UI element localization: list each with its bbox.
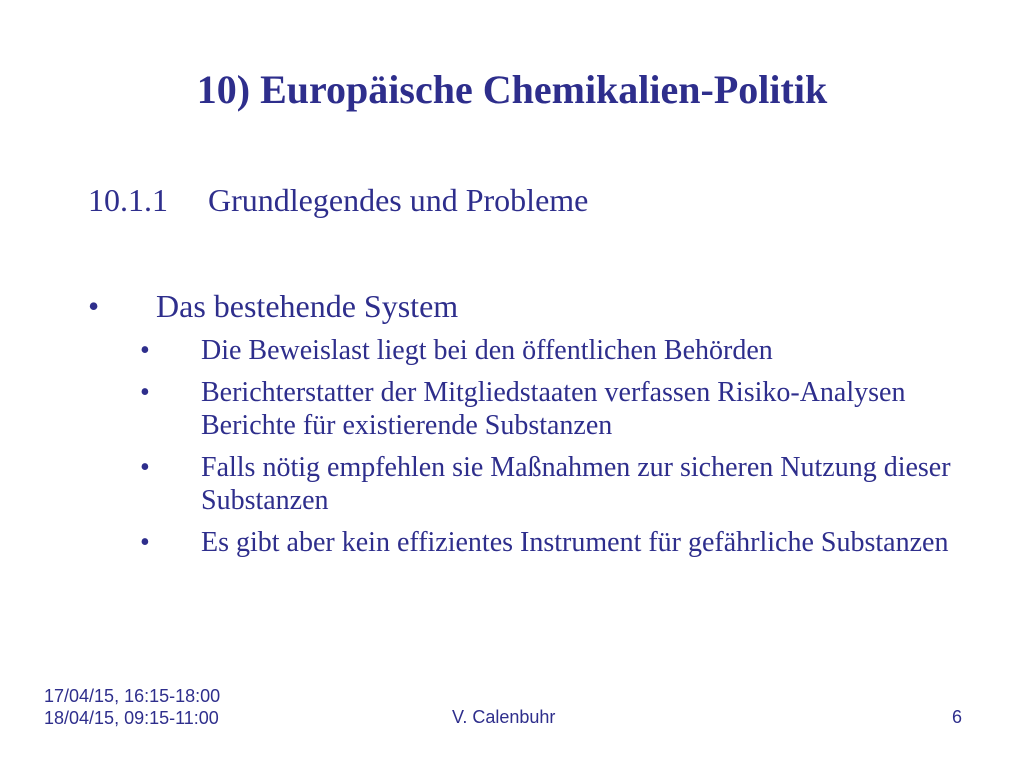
sub-bullet-text: Es gibt aber kein effizientes Instrument für gefährliche Substanzen (201, 527, 949, 558)
section-heading-text: Grundlegendes und Probleme (208, 182, 589, 218)
sub-bullet-text: Die Beweislast liegt bei den öffentlichen Behörden (201, 335, 773, 366)
sub-bullet-list (136, 334, 956, 568)
footer-author: V. Calenbuhr (452, 707, 556, 727)
sub-bullet-text: Berichterstatter der Mitgliedstaaten verfassen Risiko-Analysen Berichte für existierende Substanzen (201, 377, 906, 441)
footer-date-line: 17/04/15, 16:15-18:00 (44, 686, 221, 706)
slide-title: 10) Europäische Chemikalien-Politik (196, 67, 828, 112)
sub-bullet-item (136, 376, 956, 442)
footer-date-line: 18/04/15, 09:15-11:00 (44, 708, 219, 728)
bullet-icon: • (140, 452, 150, 483)
section-heading (88, 180, 588, 220)
section-number: 10.1.1 (88, 182, 168, 218)
bullet-icon: • (140, 377, 150, 408)
sub-bullet-item (136, 334, 956, 367)
sub-bullet-text: Falls nötig empfehlen sie Maßnahmen zur sicheren Nutzung dieser Substanzen (201, 452, 951, 516)
bullet-level1-text: Das bestehende System (156, 288, 459, 324)
bullet-icon: • (140, 527, 150, 558)
footer-dates (44, 685, 220, 729)
bullet-level1 (88, 286, 458, 326)
bullet-icon: • (88, 288, 100, 324)
page-number: 6 (952, 707, 963, 727)
sub-bullet-item (136, 526, 956, 559)
sub-bullet-item (136, 451, 956, 517)
bullet-icon: • (140, 335, 150, 366)
